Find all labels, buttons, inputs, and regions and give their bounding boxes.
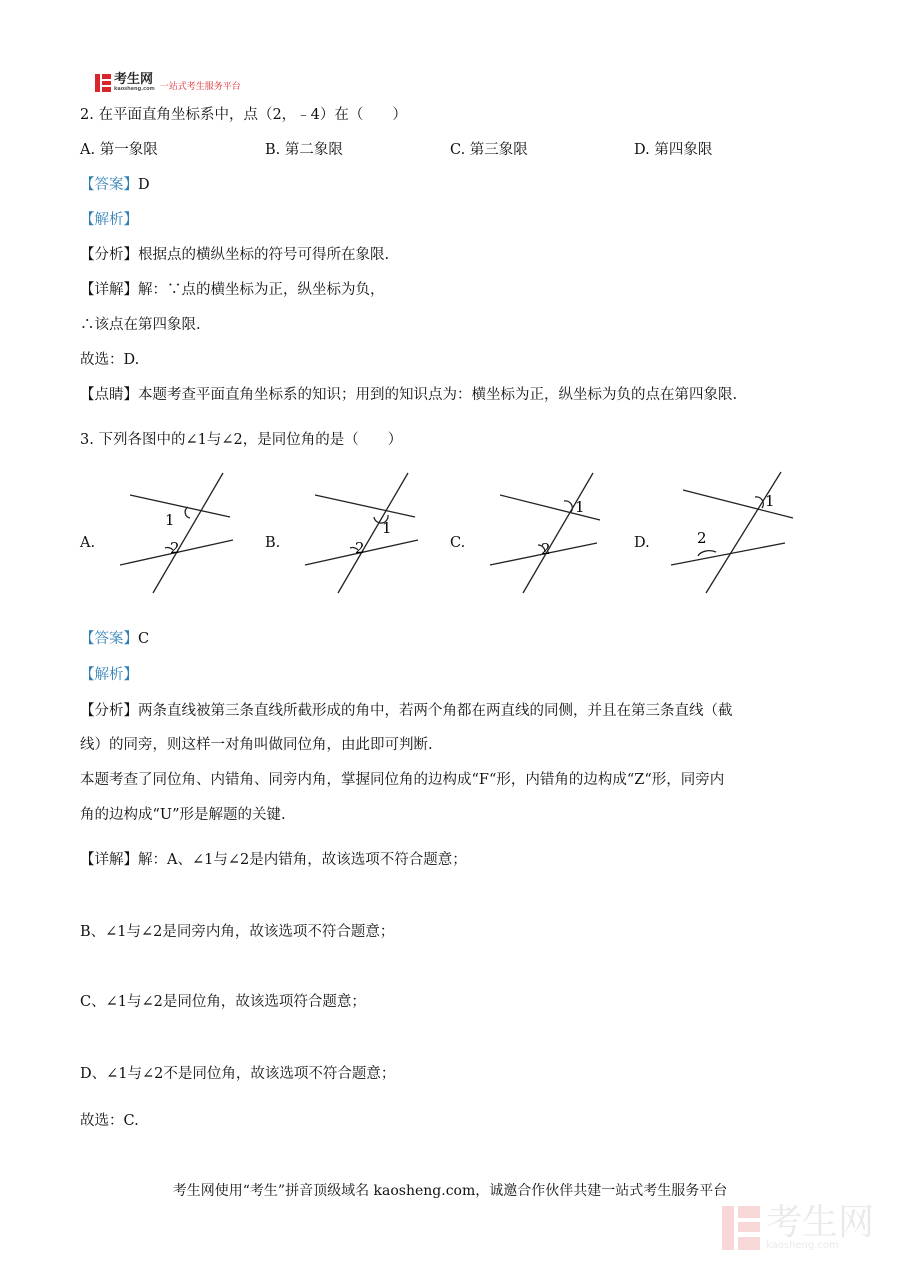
figure-a [115,470,235,595]
figure-a-angle-2-label: 2 [170,539,180,557]
q2-therefore: ∴该点在第四象限. [80,317,201,333]
figure-b-transversal [338,473,408,593]
detail-yu: 与 [126,994,142,1010]
angle-1-symbol: ∠1 [185,432,207,448]
angle-1-symbol: ∠1 [105,994,127,1010]
dianjing-tag: 【点睛】 [80,387,138,403]
answer-value: C [138,631,150,647]
answer-value: D [138,177,150,193]
q2-option-d: D. 第四象限 [634,142,713,158]
q2-option-a: A. 第一象限 [80,142,158,158]
figure-a-transversal [153,473,223,593]
detail-yu: 与 [213,852,228,868]
q3-stem [80,428,402,449]
q3-summary-line-1: 本题考查了同位角、内错角、同旁内角，掌握同位角的边构成“F“形，内错角的边构成“Z“形，同旁内 [80,772,725,788]
figure-d-line-upper [683,490,793,518]
header-logo [95,73,241,92]
figure-b-angle-2-label: 2 [355,539,365,557]
answer-tag: 【答案】 [80,177,138,193]
detail-a-prefix: 解：A、 [138,852,192,868]
angle-1-symbol: ∠1 [191,852,214,868]
figure-d-label: D. [634,535,650,551]
figure-b-angle-1-label: 1 [382,519,392,537]
figure-c-line-upper [500,495,600,520]
detail-d-text: 不是同位角，故该选项不符合题意； [163,1066,396,1082]
xiangjie-tag: 【详解】 [80,852,138,868]
figure-b-line-upper [315,495,415,517]
figure-c [485,470,605,595]
q3-fenxi-line-1 [80,699,733,720]
dianjing-text: 本题考查平面直角坐标系的知识；用到的知识点为：横坐标为正，纵坐标为负的点在第四象限. [138,387,738,403]
figure-a-angle-1-label: 1 [165,511,175,529]
answer-tag: 【答案】 [80,631,138,647]
q3-answer [80,627,149,648]
figure-d-angle-2-label: 2 [697,529,707,547]
watermark [722,1202,875,1251]
figure-d [668,470,798,595]
q2-option-c: C. 第三象限 [450,142,528,158]
detail-b-text: 是同旁内角，故该选项不符合题意； [162,924,395,940]
q2-choose: 故选：D. [80,352,140,368]
q2-option-b: B. 第二象限 [265,142,343,158]
fenxi-text: 根据点的横纵坐标的符号可得所在象限. [138,247,390,263]
q3-summary-line-2: 角的边构成“U”形是解题的关键. [80,807,286,823]
q3-detail-b [80,920,394,941]
q3-stem-yu: 与 [206,432,222,448]
detail-c-text: 是同位角，故该选项符合题意； [162,994,366,1010]
logo-slogan: 一站式考生服务平台 [159,82,241,92]
q3-choose: 故选：C. [80,1113,139,1129]
detail-d-prefix: D、 [80,1066,107,1082]
fenxi-tag: 【分析】 [80,247,138,263]
watermark-domain: kaosheng.com [766,1240,839,1251]
figure-b [300,470,420,595]
q2-analysis-tag: 【解析】 [80,212,138,228]
detail-c-prefix: C、 [80,994,106,1010]
detail-a-text: 是内错角，故该选项不符合题意； [249,852,467,868]
angle-2-symbol: ∠2 [142,1066,164,1082]
watermark-name: 考生网 [766,1202,875,1243]
detail-yu: 与 [126,924,142,940]
fenxi-tag: 【分析】 [80,703,138,719]
figure-c-angle-1-label: 1 [575,498,585,516]
detail-yu: 与 [127,1066,143,1082]
q2-stem: 2. 在平面直角坐标系中，点（2，﹣4）在（ ） [80,107,407,123]
angle-2-symbol: ∠2 [227,852,250,868]
figure-c-label: C. [450,535,466,551]
q2-fenxi [80,243,389,264]
angle-2-symbol: ∠2 [221,432,243,448]
q2-dianjing [80,383,737,404]
figure-d-transversal [706,472,781,593]
fenxi-text: 两条直线被第三条直线所截形成的角中，若两个角都在两直线的同侧，并且在第三条直线（截 [138,703,733,719]
xiangjie-text: 解：∵点的横坐标为正，纵坐标为负， [138,282,385,298]
q3-stem-pre: 3. 下列各图中的 [80,432,186,448]
q3-analysis-tag: 【解析】 [80,667,138,683]
q2-xiangjie [80,278,385,299]
figure-d-arc-2 [698,551,716,556]
figure-d-angle-1-label: 1 [765,492,775,510]
angle-1-symbol: ∠1 [105,924,127,940]
q2-answer [80,173,150,194]
angle-1-symbol: ∠1 [106,1066,128,1082]
q3-detail-d [80,1062,395,1083]
q3-detail-a [80,848,467,869]
angle-2-symbol: ∠2 [141,994,163,1010]
figure-a-line-upper [130,495,230,517]
q3-detail-c [80,990,366,1011]
figure-a-label: A. [80,535,96,551]
watermark-logo-icon [722,1206,760,1250]
q3-fenxi-line-2: 线）的同旁，则这样一对角叫做同位角，由此即可判断. [80,737,433,753]
q3-stem-post: ，是同位角的是（ ） [242,432,403,448]
page-footer: 考生网使用“考生”拼音顶级域名 kaosheng.com，诚邀合作伙伴共建一站式考生服务平台 [172,1183,728,1199]
figure-d-line-lower [671,543,785,565]
figure-b-label: B. [265,535,281,551]
brand-logo-icon [95,74,111,92]
figure-c-transversal [523,473,593,593]
logo-domain: kaosheng.com [114,85,155,92]
angle-2-symbol: ∠2 [141,924,163,940]
xiangjie-tag: 【详解】 [80,282,138,298]
watermark-text [766,1202,875,1251]
logo-name: 考生网 kaosheng.com [114,71,155,92]
detail-b-prefix: B、 [80,924,106,940]
figure-c-angle-2-label: 2 [541,540,551,558]
